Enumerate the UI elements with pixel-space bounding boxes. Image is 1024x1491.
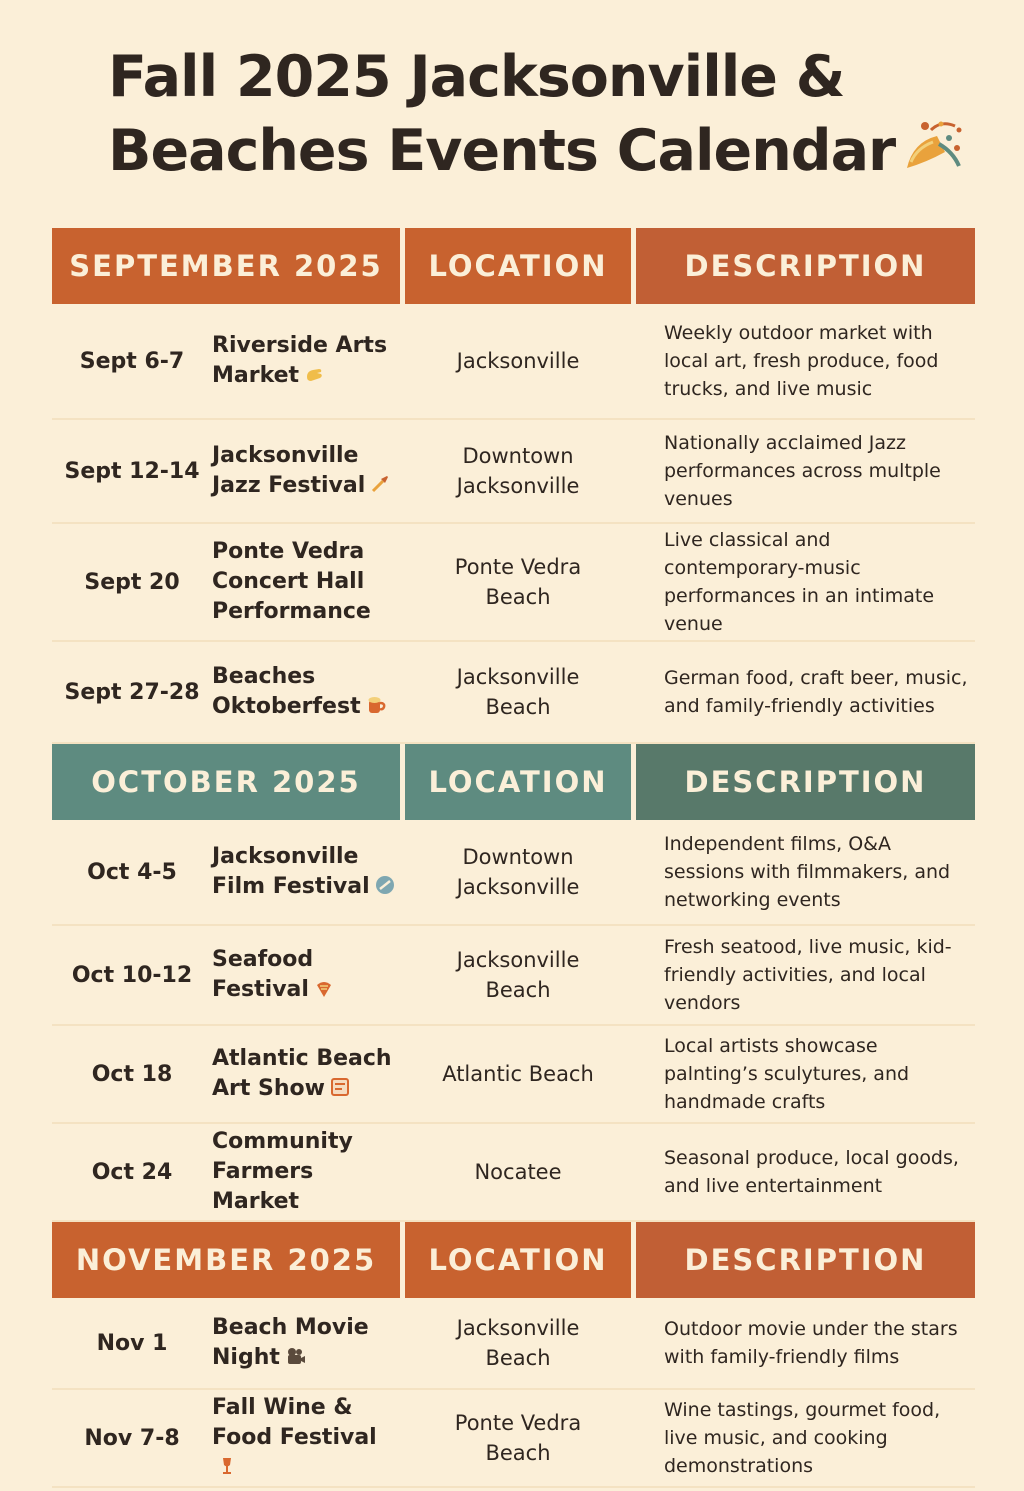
event-date: Sept 27-28 <box>64 679 200 705</box>
event-row <box>52 304 975 420</box>
event-location: Jacksonville Beach <box>405 926 631 1024</box>
location-heading: LOCATION <box>405 744 631 820</box>
painting-icon <box>329 1076 351 1098</box>
event-description: German food, craft beer, music, and family-friendly activities <box>636 642 975 742</box>
event-name: Ponte Vedra Concert Hall Performance <box>212 539 371 624</box>
event-location: Downtown Jacksonville <box>405 820 631 924</box>
event-description: Outdoor movie under the stars with family-friendly films <box>636 1298 975 1388</box>
event-row <box>52 926 975 1026</box>
event-location: Jacksonville Beach <box>405 642 631 742</box>
description-heading: DESCRIPTION <box>636 1222 975 1298</box>
event-row <box>52 1390 975 1488</box>
event-location: Jacksonville Beach <box>405 1298 631 1388</box>
event-row <box>52 642 975 744</box>
event-description: Fresh seatood, live music, kid-friendly activities, and local vendors <box>636 926 975 1024</box>
shrimp-icon <box>313 977 335 999</box>
event-name: Jacksonville Film Festival <box>212 842 400 902</box>
event-row <box>52 1026 975 1124</box>
event-location: Ponte Vedra Beach <box>405 1390 631 1486</box>
description-heading: DESCRIPTION <box>636 228 975 304</box>
event-date: Sept 6-7 <box>79 348 185 374</box>
event-description: Nationally acclaimed Jazz performances across multple venues <box>636 420 975 522</box>
location-heading: LOCATION <box>405 228 631 304</box>
event-name: Community Farmers Market <box>212 1129 353 1214</box>
october-header <box>52 744 975 820</box>
event-description: Live classical and contemporary-music performances in an intimate venue <box>636 524 975 640</box>
event-description: Independent films, O&A sessions with filmmakers, and networking events <box>636 820 975 924</box>
beer-mug-icon <box>365 694 387 716</box>
event-row <box>52 420 975 524</box>
event-name: Riverside Arts Market <box>212 333 388 388</box>
trumpet-icon <box>369 473 391 495</box>
event-row <box>52 820 975 926</box>
event-row <box>52 1124 975 1222</box>
event-name: Beaches Oktoberfest <box>212 662 400 722</box>
film-camera-icon <box>284 1345 306 1367</box>
event-date: Nov 1 <box>96 1330 168 1356</box>
event-location: Ponte Vedra Beach <box>405 524 631 640</box>
november-header <box>52 1222 975 1298</box>
title-line-1: Fall 2025 Jacksonville & <box>108 44 845 110</box>
event-date: Sept 12-14 <box>64 458 200 484</box>
event-name: Atlantic Beach Art Show <box>212 1046 392 1101</box>
event-location: Nocatee <box>405 1124 631 1220</box>
event-date: Nov 7-8 <box>84 1425 180 1451</box>
page-title <box>108 40 963 188</box>
event-name: Fall Wine & Food Festival <box>212 1393 400 1483</box>
event-location: Downtown Jacksonville <box>405 420 631 522</box>
title-line-2: Beaches Events Calendar <box>108 118 896 184</box>
event-row <box>52 1298 975 1390</box>
event-description: Seasonal produce, local goods, and live entertainment <box>636 1124 975 1220</box>
event-name: Seafood Festival <box>212 945 400 1005</box>
event-date: Sept 20 <box>84 569 180 595</box>
event-description: Wine tastings, gourmet food, live music, and cooking demonstrations <box>636 1390 975 1486</box>
event-description: Weekly outdoor market with local art, fresh produce, food trucks, and live music <box>636 304 975 418</box>
confetti-icon <box>901 118 963 180</box>
event-name: Beach Movie Night <box>212 1315 369 1370</box>
wine-icon <box>216 1455 238 1477</box>
event-date: Oct 10-12 <box>71 962 193 988</box>
description-heading: DESCRIPTION <box>636 744 975 820</box>
month-heading-september: SEPTEMBER 2025 <box>52 228 400 304</box>
hand-icon <box>303 363 325 385</box>
event-location: Jacksonville <box>405 304 631 418</box>
event-location: Atlantic Beach <box>405 1026 631 1122</box>
month-heading-november: NOVEMBER 2025 <box>52 1222 400 1298</box>
month-heading-october: OCTOBER 2025 <box>52 744 400 820</box>
september-header <box>52 228 975 304</box>
events-table <box>52 228 975 1488</box>
event-description: Local artists showcase palnting’s sculytures, and handmade crafts <box>636 1026 975 1122</box>
event-row <box>52 524 975 642</box>
location-heading: LOCATION <box>405 1222 631 1298</box>
event-date: Oct 24 <box>91 1159 173 1185</box>
event-date: Oct 18 <box>91 1061 173 1087</box>
event-date: Oct 4-5 <box>87 859 177 885</box>
film-reel-icon <box>374 874 396 896</box>
event-name: Jacksonville Jazz Festival <box>212 441 400 501</box>
